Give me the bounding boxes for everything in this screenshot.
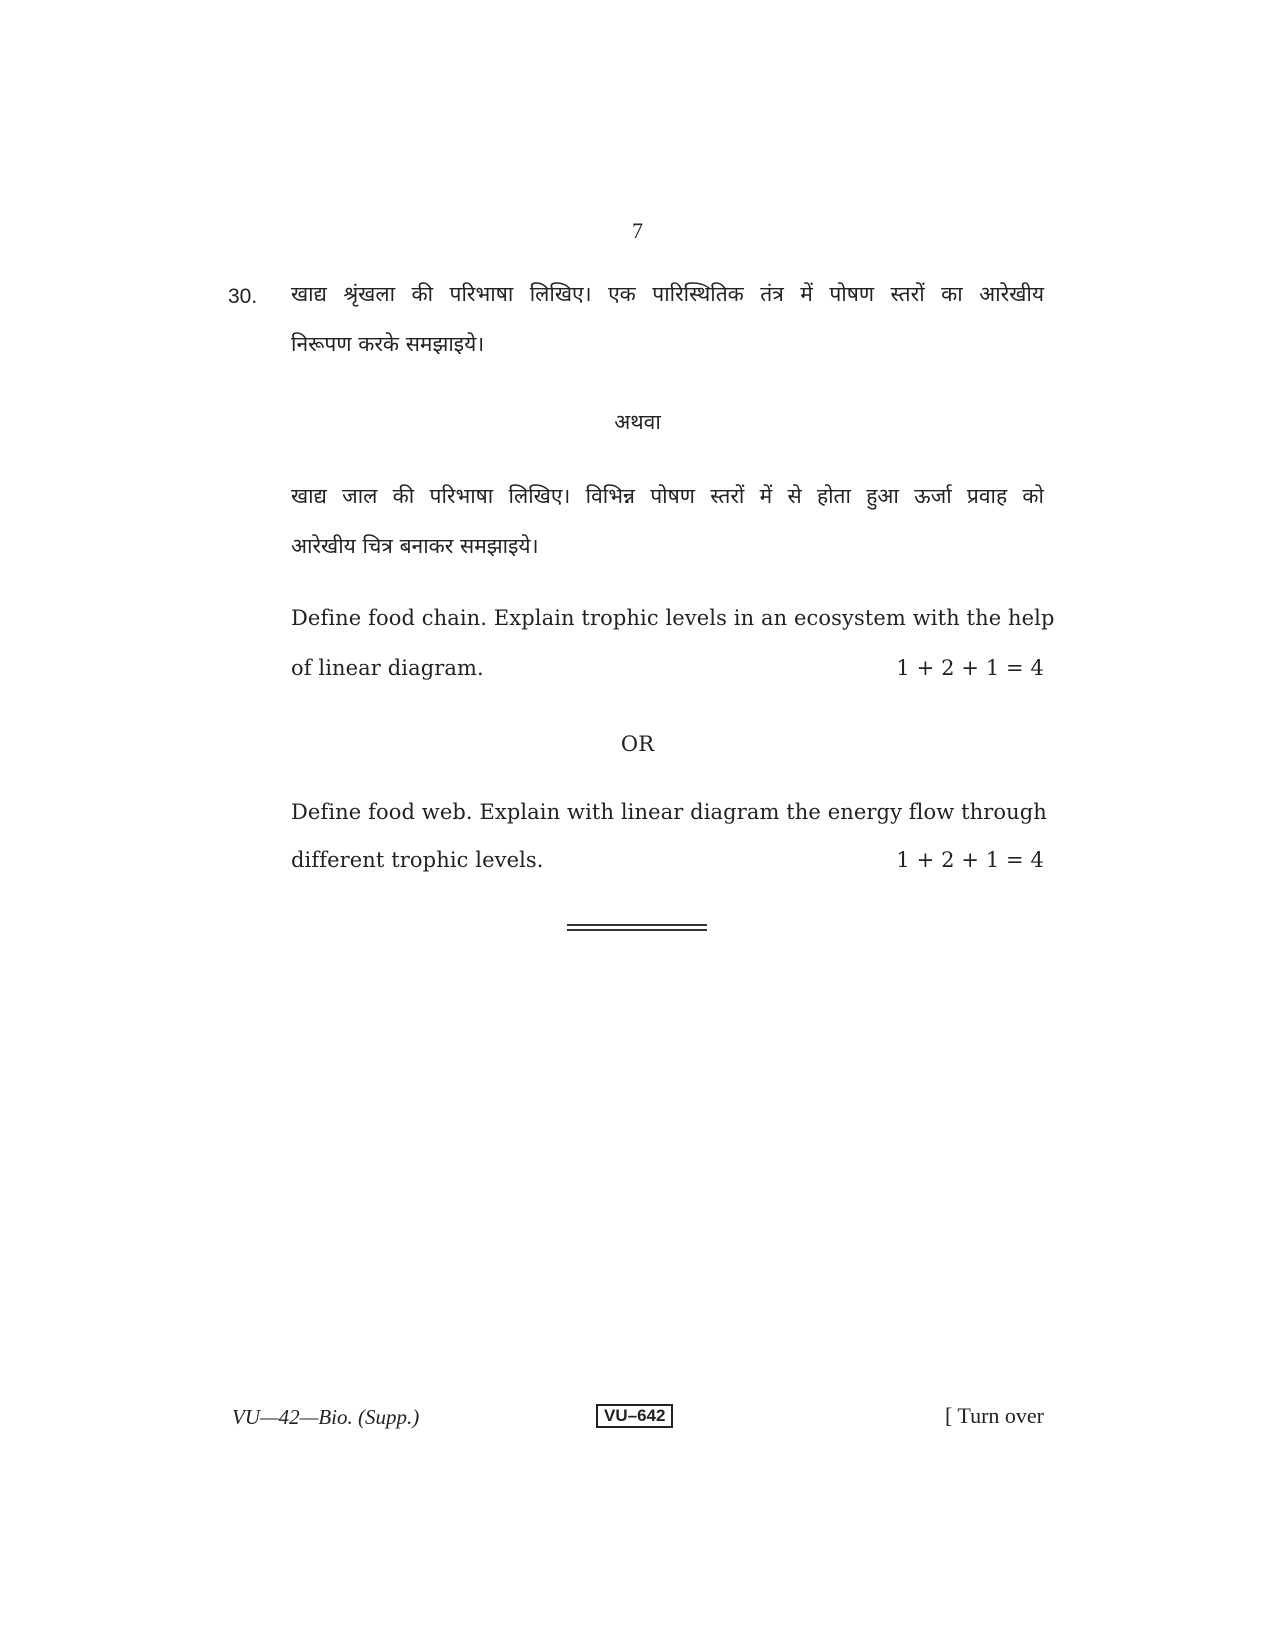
hindi-alt-question-line-2: आरेखीय चित्र बनाकर समझाइये।: [291, 534, 539, 558]
footer-turn-over: [ Turn over: [944, 1403, 1044, 1428]
hindi-or-separator: अथवा: [614, 410, 661, 434]
hindi-question-line-1: खाद्य श्रृंखला की परिभाषा लिखिए। एक पारिस्थितिक तंत्र में पोषण स्तरों का आरेखीय: [291, 282, 1044, 306]
english-alt-question-line-1: Define food web. Explain with linear diagram the energy flow through: [291, 800, 1047, 824]
end-of-questions-rule: [567, 924, 707, 931]
hindi-question-line-2: निरूपण करके समझाइये।: [291, 332, 485, 356]
english-or-separator: OR: [620, 732, 655, 756]
english-question-line-1: Define food chain. Explain trophic levels in an ecosystem with the help: [291, 606, 1055, 630]
english-alt-question-marks: 1 + 2 + 1 = 4: [896, 848, 1044, 872]
footer-boxed-code: VU–642: [596, 1404, 673, 1428]
english-question-marks: 1 + 2 + 1 = 4: [896, 656, 1044, 680]
page-number: 7: [632, 218, 643, 243]
english-question-line-2: of linear diagram.: [291, 656, 484, 680]
footer-paper-code: VU—42—Bio. (Supp.): [232, 1405, 420, 1429]
hindi-alt-question-line-1: खाद्य जाल की परिभाषा लिखिए। विभिन्न पोषण स्तरों में से होता हुआ ऊर्जा प्रवाह को: [291, 484, 1044, 508]
question-number: 30.: [228, 285, 258, 308]
english-alt-question-line-2: different trophic levels.: [291, 848, 544, 872]
